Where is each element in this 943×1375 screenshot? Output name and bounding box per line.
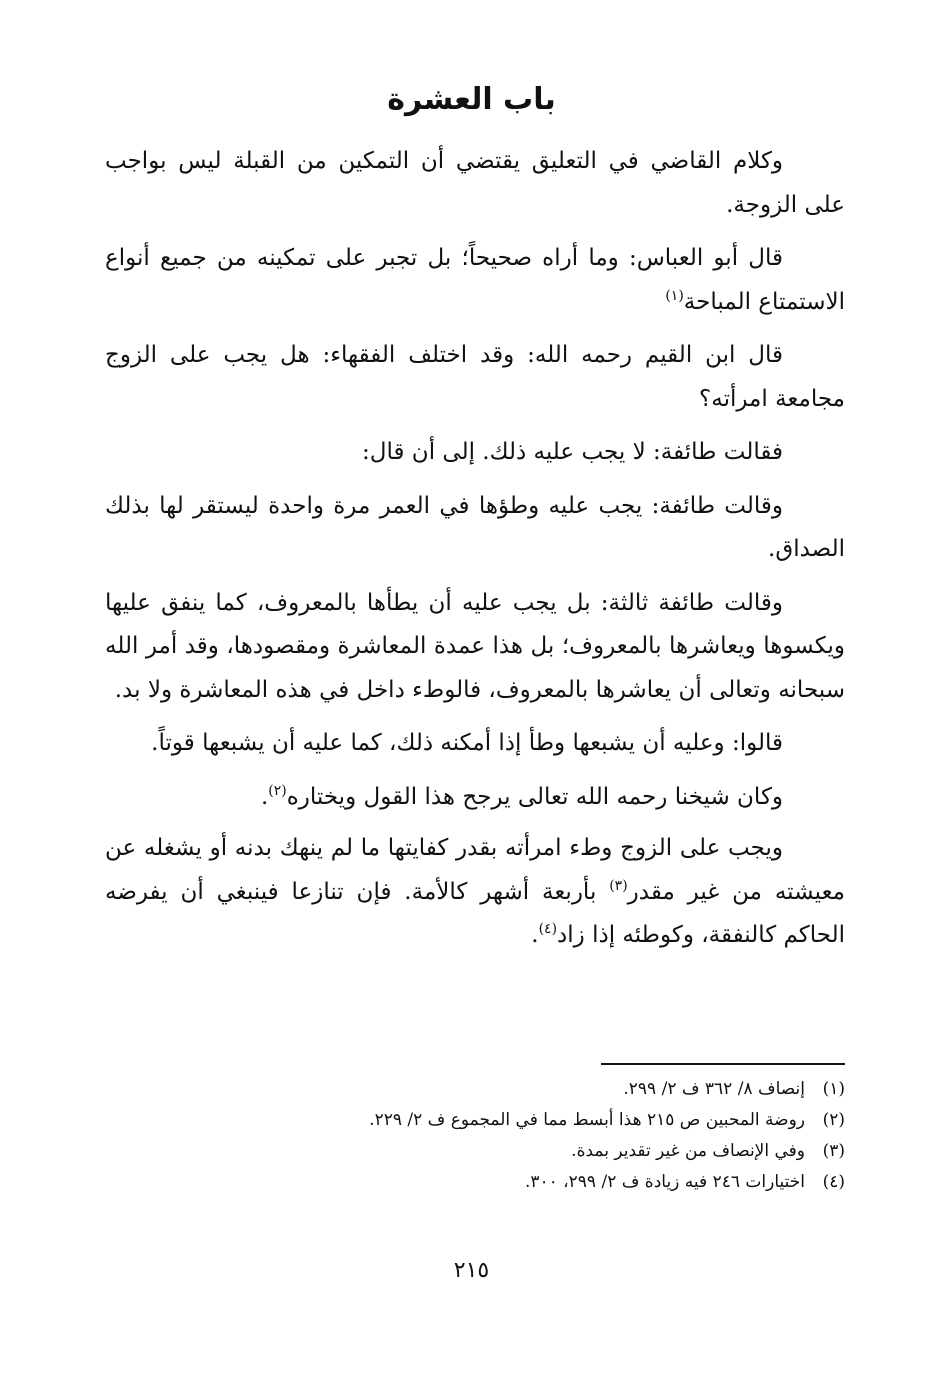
footnote-item xyxy=(105,1136,845,1167)
footnote-text: وفي الإنصاف من غير تقدير بمدة. xyxy=(571,1141,805,1161)
footnote-text: إنصاف ٨/ ٣٦٢ ف ٢/ ٢٩٩. xyxy=(623,1079,805,1099)
footnote-number: (١) xyxy=(822,1079,845,1099)
paragraph-text: قال أبو العباس: وما أراه صحيحاً؛ بل تجبر على تمكينه من جميع أنواع الاستمتاع المباحة xyxy=(105,245,845,315)
footnote-item xyxy=(105,1167,845,1198)
footnote-number: (٤) xyxy=(822,1172,845,1192)
footnote-text: اختيارات ٢٤٦ فيه زيادة ف ٢/ ٢٩٩، ٣٠٠. xyxy=(524,1172,805,1192)
paragraph-1 xyxy=(105,140,845,227)
paragraph-5 xyxy=(105,485,845,572)
paragraph-text: وقالت طائفة: يجب عليه وطؤها في العمر مرة واحدة ليستقر لها بذلك الصداق. xyxy=(105,492,845,562)
footnote-marker[interactable]: (١) xyxy=(665,287,684,304)
paragraph-text: وكان شيخنا رحمه الله تعالى يرجح هذا القول ويختاره xyxy=(286,783,783,810)
footnote-marker[interactable]: (٣) xyxy=(609,877,628,894)
main-text xyxy=(105,140,845,968)
paragraph-text: ويجب على الزوج وطء امرأته بقدر كفايتها ما لم ينهك بدنه أو يشغله عن معيشته من غير مقدر xyxy=(105,835,845,905)
footnote-number: (٢) xyxy=(822,1110,845,1130)
footnote-item xyxy=(105,1105,845,1136)
footnote-number: (٣) xyxy=(822,1141,845,1161)
footnote-text: روضة المحبين ص ٢١٥ هذا أبسط مما في المجموع ف ٢/ ٢٢٩. xyxy=(369,1110,805,1130)
paragraph-end: . xyxy=(531,922,539,948)
paragraph-text: وقالت طائفة ثالثة: بل يجب عليه أن يطأها بالمعروف، كما ينفق عليها ويكسوها ويعاشرها بالمعروف؛ بل هذا عمدة المعاشرة ومقصودها، وقد أمر الله سبحانه وتعالى أن يعاشرها بالمعروف، فالوطء داخل في هذه المعاشرة ولا بد. xyxy=(105,589,845,703)
paragraph-text: قال ابن القيم رحمه الله: وقد اختلف الفقهاء: هل يجب على الزوج مجامعة امرأته؟ xyxy=(105,342,845,412)
page-number: ٢١٥ xyxy=(453,1258,490,1283)
paragraph-8 xyxy=(105,776,845,820)
paragraph-2 xyxy=(105,237,845,324)
paragraph-text: وكلام القاضي في التعليق يقتضي أن التمكين من القبلة ليس بواجب على الزوجة. xyxy=(105,148,845,218)
paragraph-9 xyxy=(105,827,845,958)
paragraph-text: قالوا: وعليه أن يشبعها وطأ إذا أمكنه ذلك، كما عليه أن يشبعها قوتاً. xyxy=(151,730,783,756)
paragraph-text-cont: بأربعة أشهر كالأمة. فإن تنازعا فينبغي أن يفرضه الحاكم كالنفقة، وكوطئه إذا زاد xyxy=(105,878,845,948)
paragraph-3 xyxy=(105,334,845,421)
footnote-marker[interactable]: (٤) xyxy=(538,921,558,937)
footnotes xyxy=(105,1074,845,1198)
paragraph-text: فقالت طائفة: لا يجب عليه ذلك. إلى أن قال: xyxy=(362,439,783,465)
footnote-item xyxy=(105,1074,845,1105)
paragraph-4 xyxy=(105,431,845,475)
footnote-marker[interactable]: (٢) xyxy=(268,782,287,799)
paragraph-6 xyxy=(105,582,845,713)
footnote-divider xyxy=(601,1063,845,1065)
page-title: باب العشرة xyxy=(387,82,556,117)
paragraph-7 xyxy=(105,722,845,766)
paragraph-end: . xyxy=(260,783,269,810)
